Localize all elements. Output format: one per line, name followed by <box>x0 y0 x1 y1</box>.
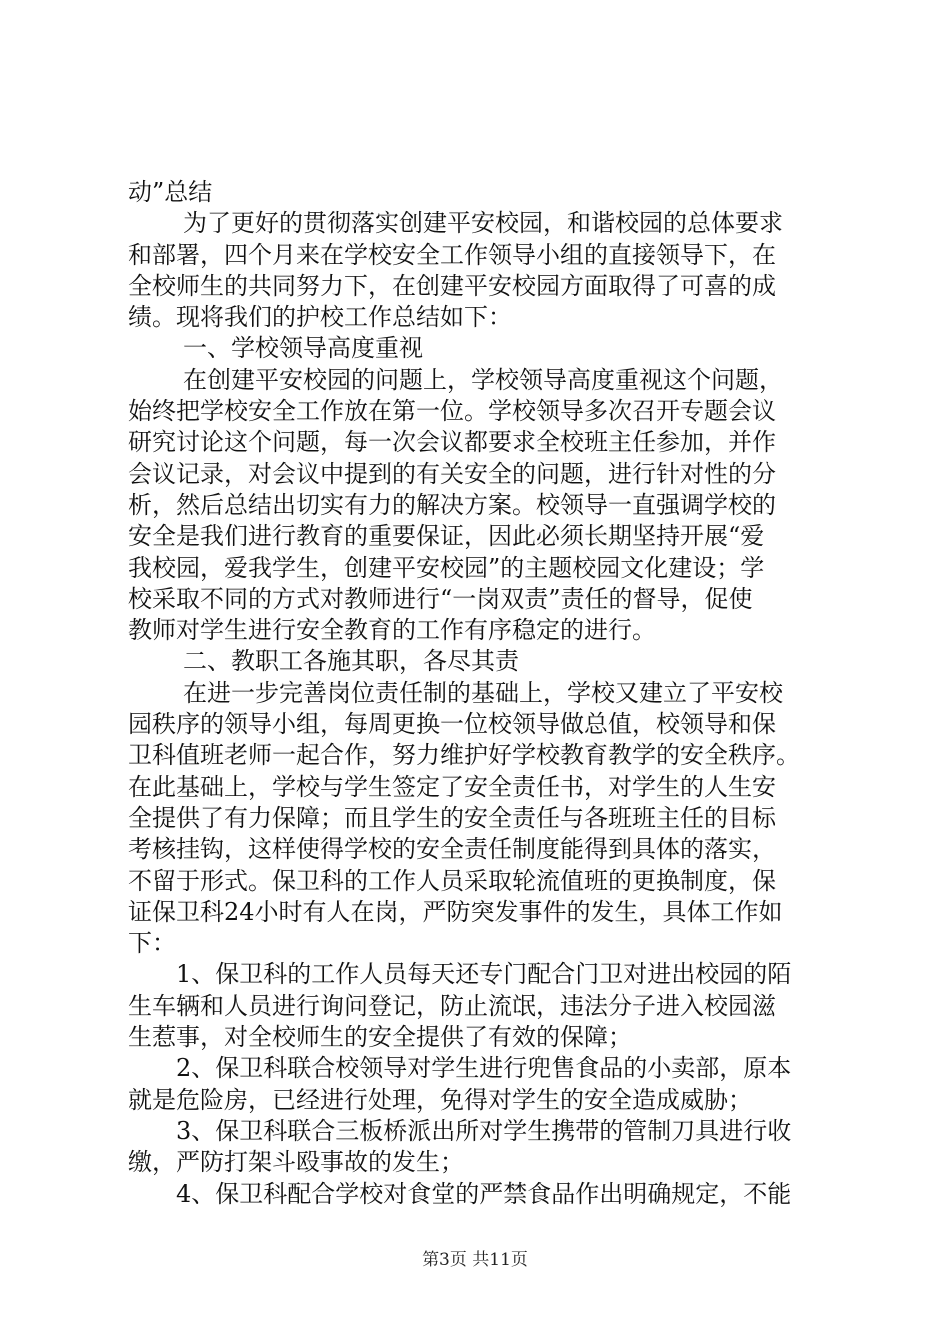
text-line: 生车辆和人员进行询问登记，防止流氓，违法分子进入校园滋 <box>128 991 776 1020</box>
page-footer <box>0 1245 950 1270</box>
paragraph-first-line: 为了更好的贯彻落实创建平安校园，和谐校园的总体要求 <box>183 209 783 238</box>
text-line: 析，然后总结出切实有力的解决方案。校领导一直强调学校的 <box>128 490 776 519</box>
text-line: 动”总结 <box>128 178 213 206</box>
text-line: 下： <box>128 929 176 958</box>
text-line: 就是危险房，已经进行处理，免得对学生的安全造成威胁； <box>128 1085 752 1114</box>
text-line: 安全是我们进行教育的重要保证，因此必须长期坚持开展“爱 <box>128 522 765 551</box>
paragraph-first-line: 在进一步完善岗位责任制的基础上，学校又建立了平安校 <box>183 678 783 707</box>
text-line: 始终把学校安全工作放在第一位。学校领导多次召开专题会议 <box>128 397 776 426</box>
page-number-label: 第3页 共11页 <box>422 1250 528 1270</box>
text-line: 缴，严防打架斗殴事故的发生； <box>128 1148 464 1177</box>
text-line: 卫科值班老师一起合作，努力维护好学校教育教学的安全秩序。 <box>128 741 800 770</box>
text-line: 在此基础上，学校与学生签定了安全责任书，对学生的人生安 <box>128 772 776 801</box>
text-line: 我校园，爱我学生，创建平安校园”的主题校园文化建设；学 <box>128 553 765 582</box>
text-line: 全校师生的共同努力下，在创建平安校园方面取得了可喜的成 <box>128 271 776 300</box>
document-body <box>128 177 848 1210</box>
list-item-1: 1、保卫科的工作人员每天还专门配合门卫对进出校园的陌 <box>176 960 792 989</box>
text-line: 和部署，四个月来在学校安全工作领导小组的直接领导下，在 <box>128 240 776 269</box>
text-line: 生惹事，对全校师生的安全提供了有效的保障； <box>128 1023 632 1052</box>
text-line: 绩。现将我们的护校工作总结如下： <box>128 303 512 332</box>
list-item-3: 3、保卫科联合三板桥派出所对学生携带的管制刀具进行收 <box>176 1116 792 1145</box>
text-line: 全提供了有力保障；而且学生的安全责任与各班班主任的目标 <box>128 803 776 832</box>
text-line: 园秩序的领导小组，每周更换一位校领导做总值，校领导和保 <box>128 710 776 739</box>
section-heading-2: 二、教职工各施其职，各尽其责 <box>183 647 519 676</box>
section-heading-1: 一、学校领导高度重视 <box>183 334 423 363</box>
list-item-2: 2、保卫科联合校领导对学生进行兜售食品的小卖部，原本 <box>176 1054 792 1083</box>
list-item-4: 4、保卫科配合学校对食堂的严禁食品作出明确规定，不能 <box>176 1179 792 1208</box>
text-line: 研究讨论这个问题，每一次会议都要求全校班主任参加，并作 <box>128 428 776 457</box>
text-line: 会议记录，对会议中提到的有关安全的问题，进行针对性的分 <box>128 459 776 488</box>
text-line: 不留于形式。保卫科的工作人员采取轮流值班的更换制度，保 <box>128 866 776 895</box>
text-line: 考核挂钩，这样使得学校的安全责任制度能得到具体的落实， <box>128 835 776 864</box>
text-line: 校采取不同的方式对教师进行“一岗双责”责任的督导，促使 <box>128 584 753 613</box>
text-line: 教师对学生进行安全教育的工作有序稳定的进行。 <box>128 616 656 645</box>
text-line: 证保卫科24小时有人在岗，严防突发事件的发生，具体工作如 <box>128 897 783 926</box>
paragraph-first-line: 在创建平安校园的问题上，学校领导高度重视这个问题， <box>183 365 783 394</box>
